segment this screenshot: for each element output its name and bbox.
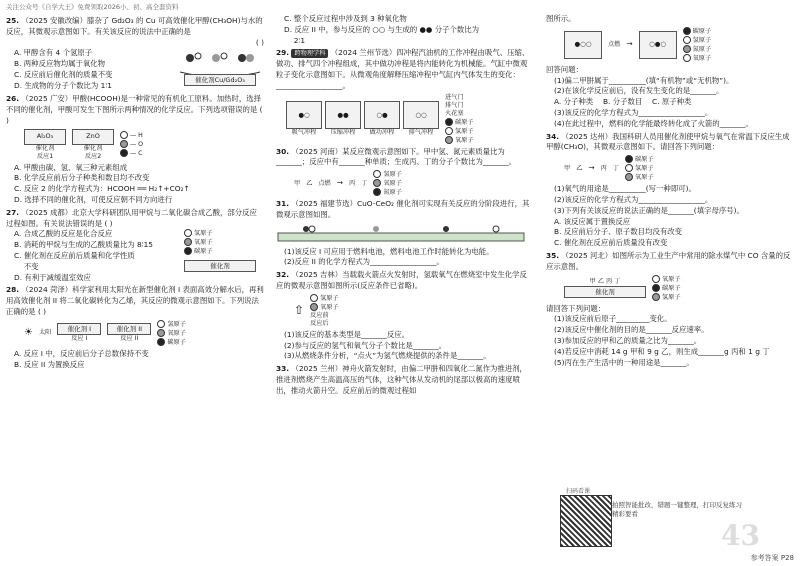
- hydrogen-atom-icon: [683, 36, 691, 44]
- option-c: C. 反应 2 的化学方程式为：HCOOH ══ H₂↑+CO₂↑: [14, 184, 190, 194]
- question-28: [6, 285, 264, 317]
- hydrogen-atom-icon: [310, 294, 318, 302]
- sub-question: (4)若反应中消耗 14 g 甲和 9 g 乙，则生成_______g 丙和 1 g 丁: [554, 346, 770, 356]
- option-b: B. 分子数目: [602, 97, 643, 107]
- options-row: [546, 97, 794, 108]
- option-b: B. 消耗的甲烷与生成的乙酸质量比为 8∶15: [14, 240, 154, 250]
- question-number: 32.: [276, 270, 290, 280]
- legend-label: 氢原子: [383, 171, 402, 179]
- legend-label: — H: [130, 132, 143, 140]
- question-number: 28.: [6, 285, 20, 295]
- sub-question: (2)参与反应的氢气和氧气分子个数比是_______。: [284, 340, 446, 350]
- reaction-caption: 反应 II: [120, 335, 139, 343]
- nitrogen-atom-icon: [683, 45, 691, 53]
- question-stem: （2025 河南）某反应微观示意图如下。甲中氢、氮元素质量比为_______；反应中有_______种单质；生成丙、丁的分子个数比为_______。: [276, 146, 517, 167]
- legend-label: 氧原子: [320, 303, 339, 311]
- species-label: 丙: [348, 179, 356, 187]
- catalyst-zno: ZnO: [72, 129, 114, 145]
- legend-label: — O: [130, 141, 144, 149]
- question-26: [6, 94, 264, 126]
- option-c: C. 整个反应过程中涉及到 3 种氧化物: [284, 14, 407, 23]
- species-label: 丙: [600, 164, 607, 172]
- figure-q35: [564, 275, 794, 302]
- carbon-atom-icon: [652, 284, 660, 292]
- option-c: C. 原子种类: [652, 97, 692, 107]
- sub-question: (1)该反应 I 可应用于燃料电池，燃料电池工作时能转化为电能。: [284, 246, 494, 256]
- figure-q25: [176, 48, 264, 92]
- question-31: [276, 199, 534, 221]
- column-right: [546, 14, 794, 368]
- question-number: 27.: [6, 207, 20, 217]
- sub-question: (5)丙在生产生活中的一种用途是_______。: [554, 357, 694, 367]
- legend: [120, 131, 143, 158]
- question-27: [6, 208, 264, 230]
- question-stem: （2025 广安）甲酸(HCOOH)是一种常见的有机化工原料。加热时，选择不同的催化剂，甲酸可发生下图所示两种情况的化学反应。下列选项错误的是: [6, 94, 262, 114]
- sub-question: (1)该反应前后原子_________变化。: [554, 314, 672, 324]
- hydrogen-atom-icon: [373, 170, 381, 178]
- legend-label: 氮原子: [692, 45, 712, 53]
- legend: [310, 294, 339, 328]
- legend-label: 碳原子: [634, 156, 654, 164]
- answer-reference: 参考答案 P28: [750, 554, 794, 562]
- option-c: C. 催化剂在反应前后质量没有改变: [554, 238, 668, 248]
- sub-question: (2)该反应中催化剂的目的是_______反应速率。: [554, 325, 709, 335]
- question-30: [276, 147, 534, 169]
- carbon-atom-icon: [625, 155, 633, 163]
- cylinder-icon: ●●: [325, 101, 361, 129]
- species-label: 乙: [576, 164, 583, 172]
- legend: [652, 275, 681, 302]
- question-stem: （2025 达州）我国科研人员用催化剂使甲烷与氧气在常温下反应生成甲醇(CH₃O)，其微观示意图如下。请回答下列问题：: [546, 131, 790, 152]
- legend: [625, 155, 654, 182]
- oxygen-atom-icon: [373, 179, 381, 187]
- hydrogen-atom-icon: [120, 131, 128, 139]
- rocket-icon: ⇧: [294, 303, 305, 318]
- arrow-right-icon: →: [588, 163, 595, 173]
- option-a: A. 反应 I 中，反应前后分子总数保持不变: [14, 348, 149, 358]
- species-label: 丁: [614, 278, 621, 286]
- option-c: C. 催化剂在反应前后质量和化学性质: [14, 250, 135, 260]
- qr-code-icon[interactable]: [560, 495, 612, 547]
- legend: [373, 170, 402, 197]
- figure-q28: [24, 320, 264, 347]
- legend-label: 碳原子: [692, 27, 712, 35]
- legend-label: 碳原子: [455, 118, 474, 126]
- qr-subtext: 精彩要看: [612, 510, 638, 518]
- products-box: ○●○: [639, 31, 677, 59]
- question-29: [276, 48, 534, 91]
- sub-question: (1)该反应的基本类型是_______反应。: [284, 329, 410, 339]
- reaction-stages-diagram-icon: [276, 221, 526, 243]
- question-33: [276, 364, 534, 396]
- carbon-atom-icon: [683, 27, 691, 35]
- nitrogen-atom-icon: [373, 188, 381, 196]
- reaction-condition: 点燃: [318, 179, 331, 187]
- answer-paren: ( ): [6, 104, 263, 125]
- legend: [683, 27, 712, 63]
- legend-label: — C: [130, 150, 143, 158]
- oxygen-atom-icon: [625, 173, 633, 181]
- sub-question: (2)在该化学反应前后，没有发生变化的是_______。: [554, 86, 724, 96]
- oxygen-atom-icon: [184, 238, 192, 246]
- prompt: 回答问题：: [546, 64, 583, 74]
- question-stem: （2025 吉林）当载载火箭点火发射时，氢载氧气在燃烧室中发生化学反应的微观示意图如图所示(反应条件已省略)。: [276, 270, 527, 290]
- carbon-atom-icon: [120, 149, 128, 157]
- species-label: 甲: [589, 278, 596, 286]
- species-label: 丁: [612, 164, 619, 172]
- figure-q30: [294, 170, 534, 197]
- legend-label: 氢原子: [692, 36, 712, 44]
- legend: [184, 229, 264, 256]
- question-number: 30.: [276, 146, 290, 156]
- answer-blank: __________________。: [276, 80, 350, 90]
- catalyst-al2o3: Al₂O₃: [24, 129, 66, 145]
- sub-question: (3)该反应的化学方程式为__________________。: [554, 107, 713, 117]
- legend: [157, 320, 186, 347]
- question-number: 35.: [546, 250, 560, 260]
- question-number: 34.: [546, 131, 560, 141]
- answer-paren: ( ): [37, 306, 47, 316]
- option-d: D. 有利于减缓温室效应: [14, 272, 91, 282]
- catalyst-caption: 催化剂: [35, 144, 55, 152]
- species-label: 丁: [361, 179, 368, 187]
- intake-valve-label: 进气门: [445, 93, 464, 101]
- carbon-atom-icon: [157, 338, 165, 346]
- question-number: 25.: [6, 16, 20, 25]
- species-label: 乙: [306, 179, 313, 187]
- carbon-atom-icon: [445, 118, 453, 126]
- option-a: A. 合成乙酸的反应是化合反应: [14, 229, 113, 239]
- catalyst-label: 催化剂: [564, 286, 646, 298]
- cylinder-icon: ●○: [286, 101, 322, 129]
- option-a: A. 分子种类: [554, 97, 594, 107]
- sub-question: (1)氧气的用途是__________(写一种即可)。: [554, 184, 696, 194]
- legend-label: 氧原子: [194, 239, 213, 247]
- sub-question: (3)下列有关该反应的说法正确的是_______(填字母序号)。: [554, 205, 744, 215]
- scan-label: 扫码看课: [566, 488, 591, 495]
- page-number: 43: [721, 519, 760, 552]
- oxygen-atom-icon: [157, 329, 165, 337]
- state-label: 反应前: [310, 311, 329, 319]
- hydrogen-atom-icon: [184, 229, 192, 237]
- cylinder-icon: ○○: [403, 101, 439, 129]
- legend-label: 碳原子: [662, 284, 681, 292]
- stroke-label: 做功冲程: [369, 129, 395, 137]
- figure-q26: [24, 129, 264, 161]
- legend-label: 氧原子: [455, 136, 474, 144]
- figure-q27: [184, 229, 264, 283]
- answer-paren: ( ): [255, 37, 264, 47]
- figure-q32: [294, 294, 534, 328]
- question-34: [546, 132, 794, 154]
- legend-label: 氢原子: [662, 293, 681, 301]
- question-stem-cont: 图所示。: [546, 14, 576, 23]
- stroke-label: 排气冲程: [408, 129, 434, 137]
- figure-q33: [564, 27, 794, 63]
- arrow-right-icon: →: [336, 178, 343, 188]
- catalyst-caption: 催化剂: [83, 144, 103, 152]
- sub-question: (2)该反应的化学方程式为__________________。: [554, 194, 713, 204]
- state-label: 反应后: [310, 319, 329, 327]
- question-stem: （2025 河北）如图所示为工业生产中常用的除水煤气中 CO 含量的反应示意图。: [546, 250, 791, 271]
- qr-caption: [612, 500, 762, 518]
- option-c-cont: 不变: [14, 261, 39, 271]
- column-left: [6, 14, 264, 370]
- hydrogen-atom-icon: [445, 127, 453, 135]
- stroke-label: 压缩冲程: [330, 129, 356, 137]
- legend-label: 氢原子: [320, 294, 339, 302]
- question-stem: （2025 兰州）神舟火箭发射时，由偏二甲肼和四氧化二氮作为推进剂，推进剂燃烧产生高温高压的气体，这种气体从发动机的尾部以极高的速度喷出，推动火箭升空。反应前后的微观过程如: [276, 364, 527, 395]
- option-b: B. 化学反应前后分子种类和数目均不改变: [14, 173, 150, 183]
- question-stem: （2025 安徽改编）膝杂了 Gd₂O₃ 的 Cu 可高效催化甲醇(CH₃OH)与水的反应，其微观示意图如下。有关该反应的说法中正确的是: [6, 16, 263, 36]
- option-d: D. 选择不同的催化剂，可使反应朝不同方向进行: [14, 194, 173, 204]
- question-number: 26.: [6, 94, 20, 104]
- carbon-atom-icon: [184, 247, 192, 255]
- hydrogen-atom-icon: [157, 320, 165, 328]
- legend-label: 氧原子: [662, 275, 681, 283]
- oxygen-atom-icon: [683, 54, 691, 62]
- figure-q29: [286, 94, 534, 145]
- option-d: D. 反应 II 中，参与反应的 ○○ 与生成的 ●● 分子个数比为: [284, 24, 480, 34]
- question-stem: （2025 福建节选）CuO-CeO₂ 催化剂可实现有关反应的分阶段进行，其微观示意图如图。: [276, 199, 530, 219]
- legend-label: 碳原子: [194, 248, 213, 256]
- question-number: 29.: [276, 48, 290, 58]
- question-stem: （2025 成都）北京大学科研团队用甲烷与二氧化碳合成乙酸，部分反应过程如图。有关说法错误的是: [6, 207, 257, 228]
- legend-label: 氢原子: [455, 127, 474, 135]
- oxygen-atom-icon: [120, 140, 128, 148]
- answer-paren: ( ): [104, 218, 113, 228]
- stroke-label: 吸气冲程: [291, 129, 317, 137]
- question-stem: （2024 兰州节选）四冲程汽油机的工作冲程由吸气、压缩、做功、排气四个冲程组成，其中做功冲程是将内能转化为机械能。气缸中微观粒子变化示意图如下。从微观角度解释压缩冲程中气缸内气体发生的变化：: [276, 48, 530, 79]
- option-d-cont: 2∶1: [284, 35, 306, 45]
- option-c: C. 反应前后催化剂的质量不变: [14, 69, 113, 79]
- sun-icon: ☀: [24, 326, 33, 338]
- sub-question: (3)参加反应的甲和乙的质量之比为_______。: [554, 335, 702, 345]
- legend-label: 氢原子: [194, 230, 213, 238]
- catalyst-label: 催化剂: [184, 260, 256, 272]
- cross-subject-tag: 跨物理学科: [291, 49, 328, 58]
- question-number: 33.: [276, 364, 290, 374]
- option-b: B. 两种反应物均属于氧化物: [14, 59, 106, 69]
- reaction-caption: 反应1: [36, 152, 54, 160]
- species-row: [564, 278, 646, 286]
- legend-label: 氧原子: [167, 329, 186, 337]
- legend-label: 氮原子: [383, 189, 402, 197]
- reaction-caption: 反应 I: [71, 335, 88, 343]
- question-number: 31.: [276, 199, 290, 209]
- spark-plug-label: 火花塞: [445, 109, 464, 117]
- cylinder-icon: ○●: [364, 101, 400, 129]
- question-25: [6, 16, 264, 38]
- column-middle: [276, 14, 534, 397]
- catalyst-i: 催化剂 I: [57, 323, 101, 335]
- option-d: D. 生成物的分子个数比为 1∶1: [14, 80, 112, 90]
- sun-label: 太阳: [38, 329, 52, 337]
- reaction-caption: 反应2: [84, 152, 102, 160]
- figure-q34: [564, 155, 794, 182]
- exhaust-valve-label: 排气门: [445, 101, 464, 109]
- catalyst-ii: 催化剂 II: [107, 323, 151, 335]
- reaction-condition: 点燃: [608, 40, 621, 48]
- option-b: B. 反应前后分子、原子数目均没有改变: [554, 227, 683, 237]
- species-label: 乙: [597, 278, 605, 286]
- sub-question: (1)偏二甲肼属于__________(填“有机物”或“无机物”)。: [554, 75, 734, 85]
- reactants-box: ●○○: [564, 31, 602, 59]
- species-label: 甲: [294, 179, 301, 187]
- legend-label: 氢原子: [634, 165, 654, 173]
- legend-label: 氧原子: [692, 54, 712, 62]
- sub-question: (4)在此过程中，燃料的化学能最终转化成了火箭的_______。: [554, 118, 753, 128]
- sub-question: (2)反应 II 的化学方程式为__________________。: [284, 257, 444, 267]
- question-32: [276, 270, 534, 292]
- legend: [445, 94, 474, 145]
- legend-label: 氢原子: [167, 320, 186, 328]
- legend-label: 氧原子: [383, 180, 402, 188]
- legend-label: 碳原子: [167, 338, 186, 346]
- option-b: B. 反应 II 为置换反应: [14, 359, 85, 369]
- sub-question: (3)从燃烧条件分析，“点火”为氢气燃烧提供的条件是_______。: [284, 351, 491, 361]
- option-a: A. 该反应属于置换反应: [554, 216, 631, 226]
- hydrogen-atom-icon: [652, 293, 660, 301]
- oxygen-atom-icon: [652, 275, 660, 283]
- legend-label: 氧原子: [634, 174, 654, 182]
- question-stem: （2024 菏泽）科学家利用太阳光在新型催化剂 I 表面高效分解水后，再利用高效催化剂 II 将二氧化碳转化为乙烯，其反应的微观示意图如下。下列说法正确的是: [6, 285, 264, 316]
- species-label: 丙: [605, 278, 613, 286]
- arrow-right-icon: →: [626, 39, 633, 49]
- option-a: A. 甲酸由碳、氢、氧三种元素组成: [14, 162, 128, 172]
- catalyst-label: 催化剂Cu/Gd₂O₃: [184, 74, 256, 86]
- oxygen-atom-icon: [310, 303, 318, 311]
- species-label: 甲: [564, 164, 571, 172]
- option-a: A. 甲醇含有 4 个氢原子: [14, 48, 93, 58]
- prompt: 请回答下列问题：: [546, 303, 606, 313]
- question-35: [546, 251, 794, 273]
- oxygen-atom-icon: [445, 136, 453, 144]
- qr-text: 拍照智能批改，错题一键整理，打印反复练习: [612, 501, 742, 509]
- header-text: 关注公众号《自学大王》免费领取2026小、初、高全套资料: [6, 3, 179, 11]
- hydrogen-atom-icon: [625, 164, 633, 172]
